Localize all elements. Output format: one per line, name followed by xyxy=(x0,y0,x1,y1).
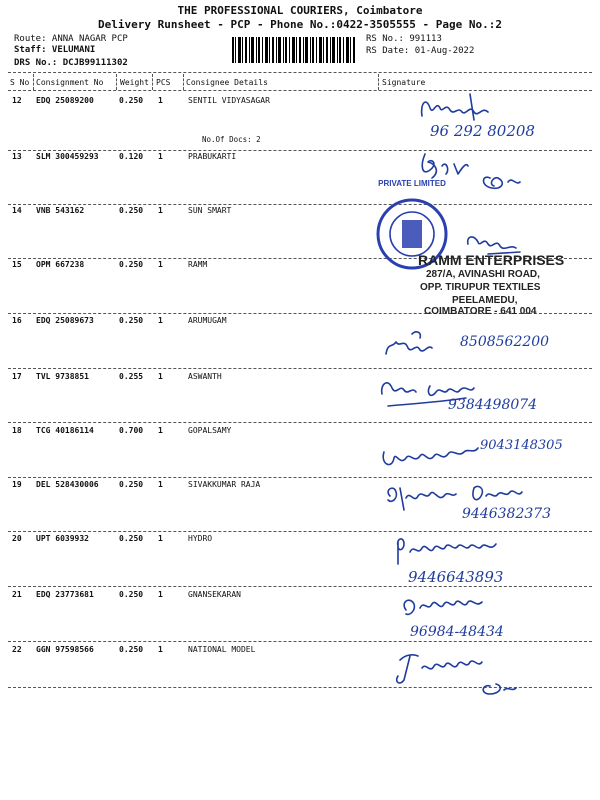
row-consignee: SENTIL VIDYASAGAR xyxy=(188,96,270,105)
row-pcs: 1 xyxy=(158,316,163,325)
row-consignee: PRABUKARTI xyxy=(188,152,237,161)
row-consignee: RAMM xyxy=(188,260,208,269)
staff-label: Staff: VELUMANI xyxy=(14,45,96,55)
row-consignment-no: EDQ 25089200 xyxy=(36,96,94,105)
route-label: Route: ANNA NAGAR PCP xyxy=(14,34,128,44)
row-consignment-no: VNB 543162 xyxy=(36,206,85,215)
row-pcs: 1 xyxy=(158,260,163,269)
rs-date: RS Date: 01-Aug-2022 xyxy=(366,46,475,56)
row-consignment-no: TCG 40186114 xyxy=(36,426,94,435)
docs-count-note: No.Of Docs: 2 xyxy=(202,135,261,144)
handwritten-phone-20: 9446643893 xyxy=(408,568,504,586)
row-sno: 19 xyxy=(12,480,22,489)
stamp-address-line4: COIMBATORE - 641 004 xyxy=(424,306,537,317)
row-weight: 0.250 xyxy=(119,534,144,543)
seal-text: PRIVATE LIMITED xyxy=(378,179,446,188)
col-sep xyxy=(183,74,184,90)
row-consignee: GOPALSAMY xyxy=(188,426,232,435)
row-weight: 0.250 xyxy=(119,590,144,599)
row-sno: 22 xyxy=(12,645,22,654)
row-weight: 0.120 xyxy=(119,152,144,161)
row-consignment-no: OPM 667238 xyxy=(36,260,85,269)
row-weight: 0.250 xyxy=(119,206,144,215)
row-weight: 0.250 xyxy=(119,480,144,489)
row-pcs: 1 xyxy=(158,152,163,161)
handwritten-phone-21: 96984-48434 xyxy=(410,624,504,640)
row-sno: 21 xyxy=(12,590,22,599)
company-title: THE PROFESSIONAL COURIERS, Coimbatore xyxy=(177,4,423,17)
row-consignment-no: EDQ 25089673 xyxy=(36,316,94,325)
row-pcs: 1 xyxy=(158,372,163,381)
row-pcs: 1 xyxy=(158,534,163,543)
row-consignee: GNANSEKARAN xyxy=(188,590,241,599)
row-consignment-no: GGN 97598566 xyxy=(36,645,94,654)
row-pcs: 1 xyxy=(158,426,163,435)
header-divider-top xyxy=(8,72,592,73)
row-sno: 20 xyxy=(12,534,22,543)
barcode-image xyxy=(232,37,356,63)
col-header-signature: Signature xyxy=(382,78,426,87)
row-consignment-no: TVL 9738851 xyxy=(36,372,89,381)
runsheet-subtitle: Delivery Runsheet - PCP - Phone No.:0422-3505555 - Page No.:2 xyxy=(98,18,502,31)
row-consignee: SUN SMART xyxy=(188,206,232,215)
handwritten-phone-16: 8508562200 xyxy=(460,334,550,350)
row-consignment-no: UPT 6039932 xyxy=(36,534,89,543)
row-pcs: 1 xyxy=(158,96,163,105)
row-weight: 0.250 xyxy=(119,645,144,654)
col-header-consignment: Consignment No xyxy=(36,78,104,87)
row-sno: 18 xyxy=(12,426,22,435)
rs-number: RS No.: 991113 xyxy=(366,34,442,44)
row-sno: 13 xyxy=(12,152,22,161)
row-pcs: 1 xyxy=(158,480,163,489)
row-sno: 12 xyxy=(12,96,22,105)
row-pcs: 1 xyxy=(158,645,163,654)
handwritten-phone-19: 9446382373 xyxy=(462,506,552,522)
row-sno: 17 xyxy=(12,372,22,381)
row-pcs: 1 xyxy=(158,206,163,215)
row-weight: 0.250 xyxy=(119,96,144,105)
stamp-address-line1: 287/A, AVINASHI ROAD, xyxy=(426,269,540,280)
row-consignment-no: SLM 300459293 xyxy=(36,152,99,161)
col-header-pcs: PCS xyxy=(156,78,171,87)
row-weight: 0.250 xyxy=(119,316,144,325)
col-header-consignee: Consignee Details xyxy=(186,78,268,87)
row-consignment-no: EDQ 23773681 xyxy=(36,590,94,599)
row-consignee: ASWANTH xyxy=(188,372,222,381)
handwritten-phone-17: 9384498074 xyxy=(448,397,538,413)
col-sep xyxy=(116,74,117,90)
row-sno: 16 xyxy=(12,316,22,325)
row-sno: 15 xyxy=(12,260,22,269)
signatures-area xyxy=(370,86,600,706)
row-consignee: SIVAKKUMAR RAJA xyxy=(188,480,261,489)
row-consignment-no: DEL 528430006 xyxy=(36,480,99,489)
stamp-company-name: RAMM ENTERPRISES xyxy=(418,252,565,268)
handwritten-phone-18: 9043148305 xyxy=(480,438,563,453)
col-header-weight: Weight xyxy=(120,78,149,87)
row-sno: 14 xyxy=(12,206,22,215)
col-sep xyxy=(152,74,153,90)
stamp-address-line3: PEELAMEDU, xyxy=(452,295,518,306)
row-consignee: ARUMUGAM xyxy=(188,316,227,325)
row-weight: 0.250 xyxy=(119,260,144,269)
row-weight: 0.700 xyxy=(119,426,144,435)
handwritten-phone-12: 96 292 80208 xyxy=(430,122,535,140)
row-pcs: 1 xyxy=(158,590,163,599)
col-header-sno: S No xyxy=(10,78,30,87)
row-consignee: NATIONAL MODEL xyxy=(188,645,256,654)
stamp-address-line2: OPP. TIRUPUR TEXTILES xyxy=(420,282,541,293)
drs-number: DRS No.: DCJB99111302 xyxy=(14,58,128,68)
col-sep xyxy=(33,74,34,90)
row-weight: 0.255 xyxy=(119,372,144,381)
row-consignee: HYDRO xyxy=(188,534,213,543)
